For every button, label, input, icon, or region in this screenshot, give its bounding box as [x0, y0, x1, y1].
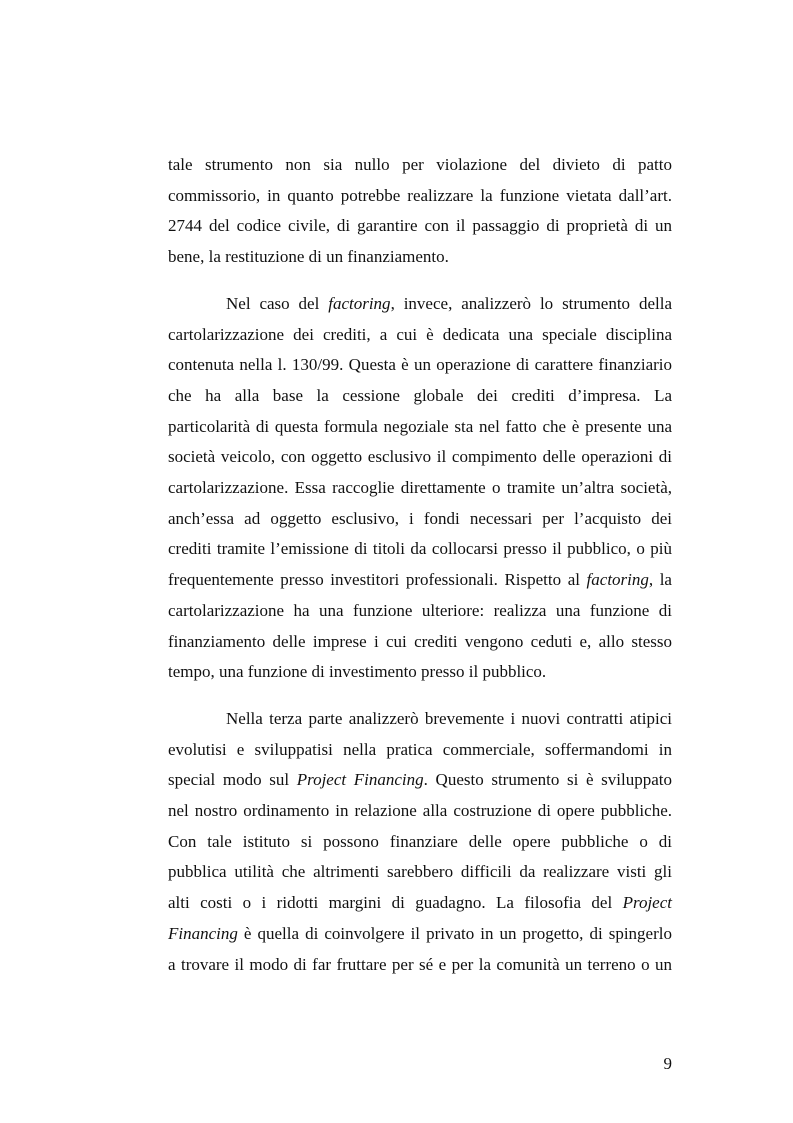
paragraph	[168, 150, 672, 273]
text-line	[168, 181, 672, 212]
text-line	[168, 735, 672, 766]
text-run: cartolarizzazione dei crediti, a cui è dedicata una speciale disciplina	[168, 324, 672, 344]
italic-term: factoring	[586, 570, 649, 590]
text-line	[168, 320, 672, 351]
text-line	[168, 950, 672, 981]
text-run: alti costi o i ridotti margini di guadagno. La filosofia del	[168, 893, 623, 913]
text-line	[168, 534, 672, 565]
text-line	[168, 827, 672, 858]
italic-term: Financing	[168, 923, 238, 943]
text-run: frequentemente presso investitori professionali. Rispetto al	[168, 570, 587, 590]
text-run: cartolarizzazione ha una funzione ulteriore: realizza una funzione di	[168, 600, 672, 620]
text-line	[168, 857, 672, 888]
text-line	[168, 289, 672, 320]
text-line	[168, 381, 672, 412]
text-run: special modo sul	[168, 770, 297, 790]
text-line	[168, 242, 672, 273]
italic-term: factoring	[328, 293, 391, 313]
text-body	[168, 150, 672, 980]
text-run: anch’essa ad oggetto esclusivo, i fondi necessari per l’acquisto dei	[168, 508, 672, 528]
text-run: contenuta nella l. 130/99. Questa è un operazione di carattere finanziario	[168, 355, 672, 375]
text-run: 2744 del codice civile, di garantire con il passaggio di proprietà di un	[168, 216, 672, 236]
text-line	[168, 412, 672, 443]
text-run: tempo, una funzione di investimento presso il pubblico.	[168, 662, 547, 682]
text-run: società veicolo, con oggetto esclusivo il compimento delle operazioni di	[168, 447, 672, 467]
text-line	[168, 657, 672, 688]
italic-term: Project Financing	[296, 770, 424, 790]
text-run: pubblica utilità che altrimenti sarebbero difficili da realizzare visti gli	[168, 862, 672, 882]
text-line	[168, 473, 672, 504]
text-line	[168, 888, 672, 919]
paragraph	[168, 704, 672, 980]
text-line	[168, 765, 672, 796]
text-line	[168, 150, 672, 181]
text-line	[168, 442, 672, 473]
text-line	[168, 919, 672, 950]
text-run: Nel caso del	[226, 293, 329, 313]
text-line	[168, 704, 672, 735]
text-line	[168, 596, 672, 627]
text-line	[168, 350, 672, 381]
text-line	[168, 504, 672, 535]
text-run: finanziamento delle imprese i cui crediti vengono ceduti e, allo stesso	[168, 631, 672, 651]
italic-term: Project	[622, 893, 672, 913]
text-run: , invece, analizzerò lo strumento della	[390, 293, 672, 313]
text-line	[168, 565, 672, 596]
text-run: particolarità di questa formula negoziale sta nel fatto che è presente una	[168, 416, 672, 436]
text-run: tale strumento non sia nullo per violazione del divieto di patto	[168, 155, 672, 174]
text-run: cartolarizzazione. Essa raccoglie direttamente o tramite un’altra società,	[168, 478, 672, 498]
text-run: è quella di coinvolgere il privato in un progetto, di spingerlo	[237, 923, 672, 943]
text-run: crediti tramite l’emissione di titoli da collocarsi presso il pubblico, o più	[168, 539, 672, 559]
text-run: Con tale istituto si possono finanziare delle opere pubbliche o di	[168, 831, 672, 851]
text-run: che ha alla base la cessione globale dei crediti d’impresa. La	[168, 385, 672, 405]
text-run: evolutisi e sviluppatisi nella pratica commerciale, soffermandomi in	[168, 739, 672, 759]
text-run: Nella terza parte analizzerò brevemente i nuovi contratti atipici	[226, 708, 672, 728]
paragraph	[168, 289, 672, 688]
text-run: commissorio, in quanto potrebbe realizzare la funzione vietata dall’art.	[168, 185, 672, 205]
text-line	[168, 211, 672, 242]
text-run: nel nostro ordinamento in relazione alla costruzione di opere pubbliche.	[168, 801, 672, 821]
text-run: bene, la restituzione di un finanziamento.	[168, 247, 449, 267]
page-number: 9	[663, 1054, 672, 1073]
text-run: , la	[648, 570, 672, 590]
text-line	[168, 627, 672, 658]
text-run: . Questo strumento si è sviluppato	[423, 770, 672, 790]
text-run: a trovare il modo di far fruttare per sé e per la comunità un terreno o un	[168, 954, 672, 974]
text-line	[168, 796, 672, 827]
